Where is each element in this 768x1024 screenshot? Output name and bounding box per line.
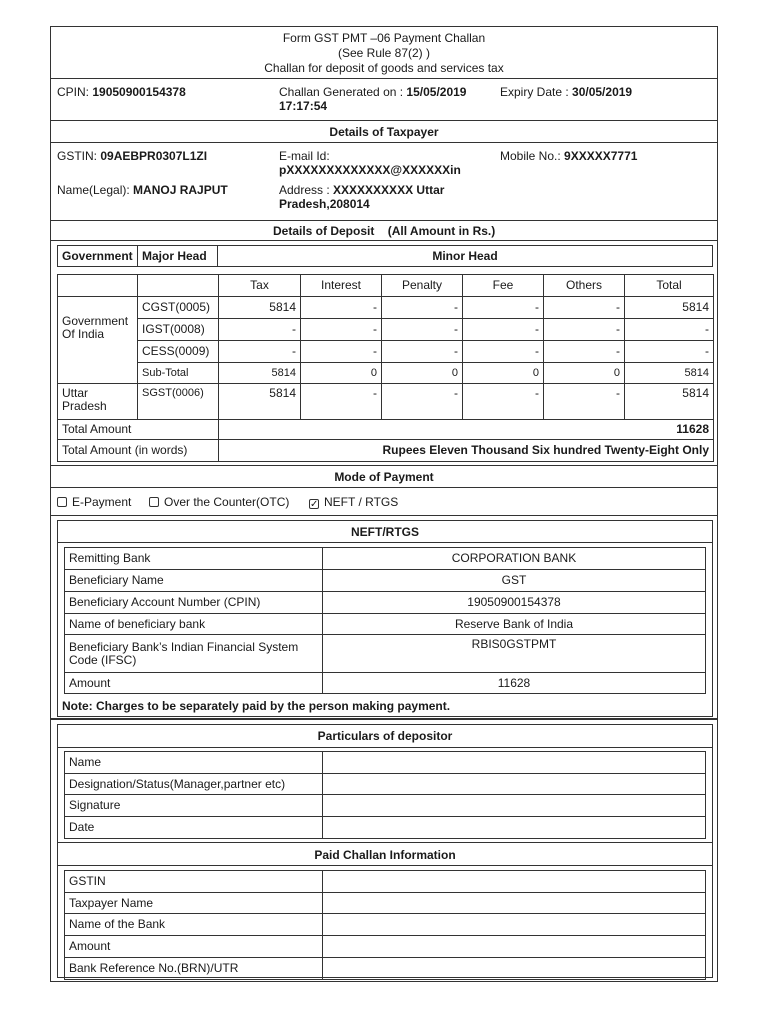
paid-brn-field[interactable] [323, 958, 706, 980]
deposit-title-row [51, 221, 717, 241]
cell: - [544, 341, 625, 363]
paid-taxpayer-field[interactable] [323, 893, 706, 914]
cell: 0 [382, 363, 463, 384]
paid-table [64, 870, 706, 980]
col-tax: Tax [219, 275, 301, 297]
divider [51, 718, 717, 720]
table-row [65, 673, 706, 694]
state-name: Uttar Pradesh [58, 384, 138, 420]
form-header [51, 27, 717, 79]
table-row [58, 319, 714, 341]
depositor-table [64, 751, 706, 839]
row-label: Bank Reference No.(BRN)/UTR [65, 958, 323, 980]
payment-title-row [51, 465, 717, 488]
words-value: Rupees Eleven Thousand Six hundred Twenty-Eight Only [219, 440, 714, 462]
email-label: E-mail Id: [279, 149, 330, 163]
col-total: Total [625, 275, 714, 297]
neft-block [57, 520, 713, 717]
cell: - [219, 341, 301, 363]
option-neft[interactable]: ✓ NEFT / RTGS [310, 495, 399, 510]
table-row [58, 341, 714, 363]
cell: - [625, 341, 714, 363]
expiry-date: Expiry Date : 30/05/2019 [500, 85, 633, 99]
date-field[interactable] [323, 817, 706, 839]
cell: 0 [463, 363, 544, 384]
table-row [65, 548, 706, 570]
legal-name: Name(Legal): MANOJ RAJPUT [57, 183, 228, 197]
cell: - [463, 297, 544, 319]
col-interest: Interest [301, 275, 382, 297]
cpin-row [51, 79, 717, 121]
row-head: CESS(0009) [138, 341, 219, 363]
paid-gstin-field[interactable] [323, 871, 706, 893]
table-row [65, 871, 706, 893]
table-row [65, 592, 706, 614]
cell: - [219, 319, 301, 341]
row-label: Designation/Status(Manager,partner etc) [65, 774, 323, 795]
row-value: 19050900154378 [323, 592, 706, 614]
address: Address : XXXXXXXXXX Uttar [279, 183, 445, 197]
cpin: CPIN: 19050900154378 [57, 85, 186, 99]
words-row [58, 440, 714, 462]
row-label: Remitting Bank [65, 548, 323, 570]
table-row [65, 774, 706, 795]
paid-title: Paid Challan Information [58, 842, 712, 866]
cell: - [463, 341, 544, 363]
generated-time: 17:17:54 [279, 99, 328, 113]
total-label: Total Amount [58, 420, 219, 440]
payment-title: Mode of Payment [334, 470, 434, 484]
cell: 5814 [625, 384, 714, 420]
words-label: Total Amount (in words) [58, 440, 219, 462]
total-value: 11628 [219, 420, 714, 440]
row-label: GSTIN [65, 871, 323, 893]
row-label: Date [65, 817, 323, 839]
paid-bank-field[interactable] [323, 914, 706, 936]
tax-table [57, 274, 714, 462]
form-subtitle: Challan for deposit of goods and services tax [264, 61, 504, 75]
cell: - [544, 297, 625, 319]
col-fee: Fee [463, 275, 544, 297]
subtotal-row [58, 363, 714, 384]
deposit-title: Details of Deposit (All Amount in Rs.) [273, 224, 496, 238]
cell: - [382, 384, 463, 420]
total-row [58, 420, 714, 440]
col-penalty: Penalty [382, 275, 463, 297]
email-value: pXXXXXXXXXXXXX@XXXXXXin [279, 163, 461, 177]
cell: 0 [301, 363, 382, 384]
taxpayer-title: Details of Taxpayer [329, 125, 439, 139]
cell: - [463, 384, 544, 420]
row-label: Amount [65, 673, 323, 694]
table-row [65, 614, 706, 635]
checkbox-otc[interactable] [149, 497, 159, 507]
row-value: Reserve Bank of India [323, 614, 706, 635]
cell: 5814 [625, 297, 714, 319]
checkbox-neft-checked-icon[interactable]: ✓ [310, 499, 319, 510]
paid-amount-field[interactable] [323, 936, 706, 958]
cell: - [382, 319, 463, 341]
row-label: Beneficiary Name [65, 570, 323, 592]
cell: 5814 [625, 363, 714, 384]
option-otc[interactable]: Over the Counter(OTC) [149, 495, 289, 509]
row-head: SGST(0006) [138, 384, 219, 420]
table-row [65, 893, 706, 914]
taxpayer-details [51, 143, 717, 221]
designation-field[interactable] [323, 774, 706, 795]
head-minor: Minor Head [218, 246, 713, 267]
cell: - [382, 341, 463, 363]
cell: - [463, 319, 544, 341]
col-others: Others [544, 275, 625, 297]
row-label: Name of beneficiary bank [65, 614, 323, 635]
heads-table [57, 245, 713, 267]
table-row [65, 795, 706, 817]
depositor-title: Particulars of depositor [58, 725, 712, 748]
row-label: Signature [65, 795, 323, 817]
cell: - [301, 319, 382, 341]
mobile: Mobile No.: 9XXXXX7771 [500, 149, 638, 163]
form-title: Form GST PMT –06 Payment Challan [282, 31, 486, 45]
form-rule: (See Rule 87(2) ) [337, 46, 431, 60]
table-row [65, 752, 706, 774]
signature-field[interactable] [323, 795, 706, 817]
head-government: Government [58, 246, 138, 267]
cell: 5814 [219, 384, 301, 420]
table-row [65, 936, 706, 958]
address-line2: Pradesh,208014 [279, 197, 370, 211]
row-value: 11628 [323, 673, 706, 694]
generated-on: Challan Generated on : 15/05/2019 [279, 85, 467, 99]
option-epayment[interactable]: E-Payment [57, 495, 131, 509]
table-row [65, 958, 706, 980]
table-row [58, 297, 714, 319]
depositor-block [57, 724, 713, 978]
cell: - [544, 319, 625, 341]
row-label: Name of the Bank [65, 914, 323, 936]
row-head: IGST(0008) [138, 319, 219, 341]
head-major: Major Head [138, 246, 218, 267]
row-label: Taxpayer Name [65, 893, 323, 914]
cell: 0 [544, 363, 625, 384]
cell: - [301, 297, 382, 319]
table-row [65, 817, 706, 839]
table-row [65, 914, 706, 936]
row-value: GST [323, 570, 706, 592]
row-head: CGST(0005) [138, 297, 219, 319]
taxpayer-title-row [51, 121, 717, 143]
row-label: Name [65, 752, 323, 774]
depositor-name-field[interactable] [323, 752, 706, 774]
table-row [65, 570, 706, 592]
gov-india: Government Of India [58, 297, 138, 384]
row-label: Amount [65, 936, 323, 958]
table-row [65, 635, 706, 673]
cell: - [301, 341, 382, 363]
checkbox-epayment[interactable] [57, 497, 67, 507]
cell: 5814 [219, 297, 301, 319]
row-value: RBIS0GSTPMT [323, 635, 706, 673]
cell: 5814 [219, 363, 301, 384]
cell: - [301, 384, 382, 420]
neft-table [64, 547, 706, 694]
cell: - [382, 297, 463, 319]
row-label: Beneficiary Account Number (CPIN) [65, 592, 323, 614]
cell: - [625, 319, 714, 341]
row-label: Beneficiary Bank’s Indian Financial System Code (IFSC) [65, 635, 323, 673]
gstin: GSTIN: 09AEBPR0307L1ZI [57, 149, 208, 163]
cell: - [544, 384, 625, 420]
row-value: CORPORATION BANK [323, 548, 706, 570]
neft-note: Note: Charges to be separately paid by the person making payment. [62, 699, 451, 713]
sgst-row [58, 384, 714, 420]
payment-options [51, 488, 717, 516]
row-head: Sub-Total [138, 363, 219, 384]
neft-title: NEFT/RTGS [58, 521, 712, 543]
challan-form [50, 26, 718, 982]
